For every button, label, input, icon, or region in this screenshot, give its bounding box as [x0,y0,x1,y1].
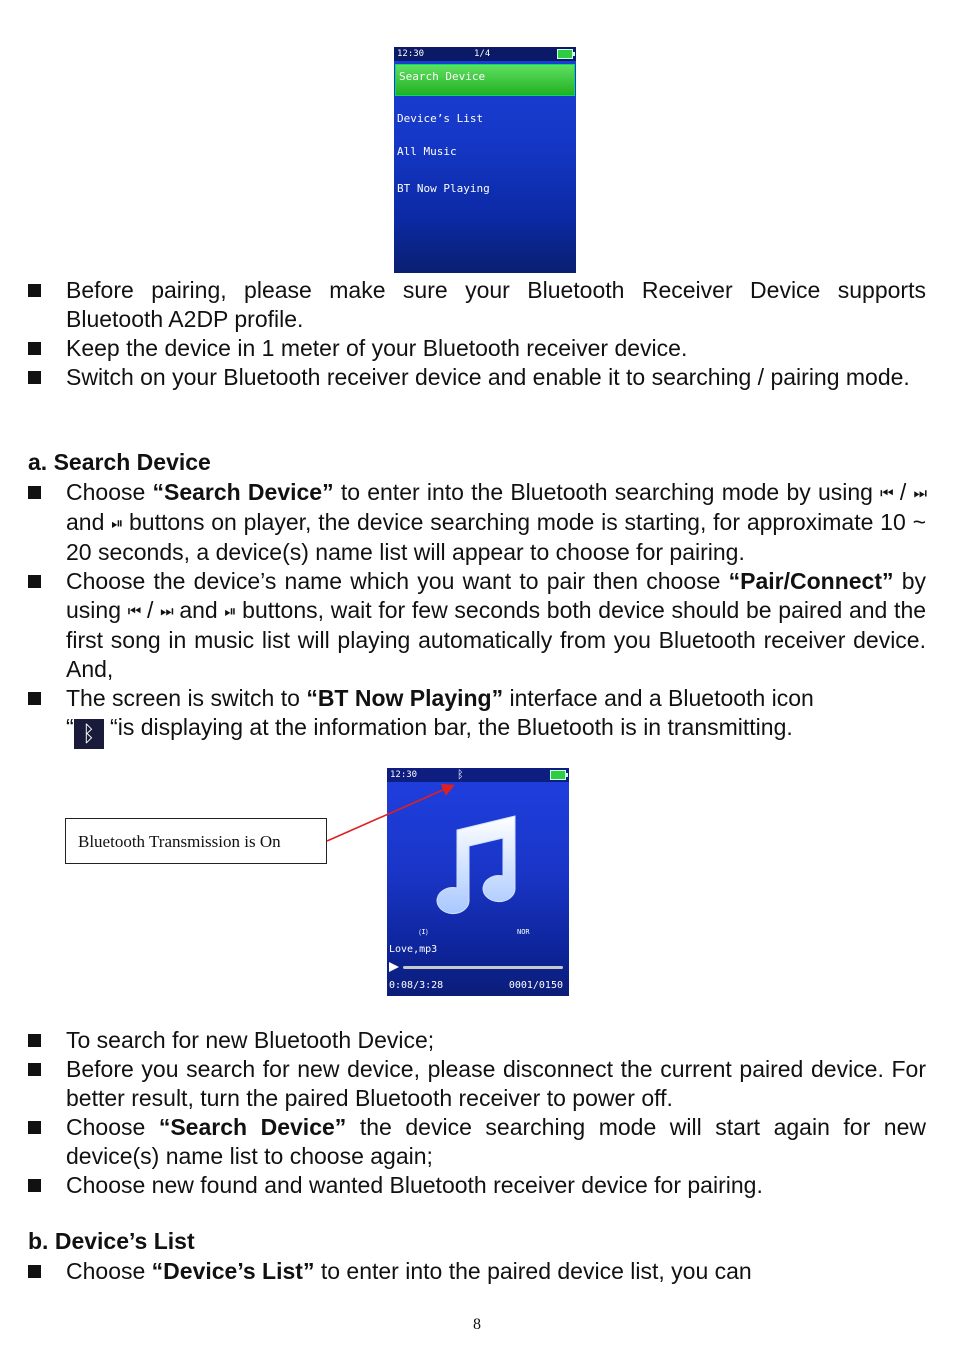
status-time: 12:30 [397,49,425,59]
track-counter: 0001/0150 [508,980,563,991]
menu-item-search-device: Search Device [395,64,575,96]
list-item: Choose new found and wanted Bluetooth receiver device for pairing. [28,1171,926,1200]
bt-now-playing-screenshot [387,768,569,996]
list-item: Before pairing, please make sure your Bluetooth Receiver Device supports Bluetooth A2DP profile. [28,276,926,334]
list-item: Choose “Device’s List” to enter into the paired device list, you can [28,1257,926,1286]
list-item: The screen is switch to “BT Now Playing” interface and a Bluetooth icon “ ᛒ “is displaying at the information bar, the Bluetooth is in transmitting. [28,684,926,749]
menu-item-devices-list: Device’s List [397,112,484,125]
play-pause-icon: ⏯ [111,514,123,532]
list-item: Before you search for new device, please disconnect the current paired device. For better result, turn the paired Bluetooth receiver to power off. [28,1055,926,1113]
bluetooth-icon: ᛒ [457,768,464,781]
list-item: Switch on your Bluetooth receiver device and enable it to searching / pairing mode. [28,363,926,392]
search-device-bullet-list [28,478,926,749]
prev-icon: ⏮ [880,484,893,502]
progress-bar [403,966,563,969]
next-icon: ⏭ [913,484,927,502]
list-item: Choose the device’s name which you want to pair then choose “Pair/Connect” by using ⏮ / ⏭ and ⏯ buttons, wait for few seconds both device should be paired and the first song in music list will playing automatically from you Bluetooth receiver device. And, [28,567,926,684]
elapsed-time: 0:08/3:28 [389,980,444,991]
list-item: Keep the device in 1 meter of your Bluetooth receiver device. [28,334,926,363]
battery-icon [550,770,566,780]
section-heading-search-device: a. Search Device [28,449,211,475]
menu-item-all-music: All Music [397,145,457,158]
song-title: Love,mp3 [389,944,438,955]
status-bar [387,768,569,782]
next-icon: ⏭ [160,602,173,620]
status-page: 1/4 [474,49,491,59]
page-number: 8 [473,1316,481,1333]
status-time: 12:30 [390,770,418,780]
play-pause-icon: ⏯ [224,602,236,620]
list-item: To search for new Bluetooth Device; [28,1026,926,1055]
status-bar [394,47,576,61]
play-icon [389,962,399,972]
prev-icon: ⏮ [127,602,141,620]
music-note-icon [429,808,529,918]
repeat-mode-icon: ⟮I⟯ [419,928,428,936]
intro-bullet-list [28,276,926,392]
devices-list-bullet-list [28,1257,926,1286]
search-new-device-bullet-list [28,1026,926,1200]
battery-icon [557,49,573,59]
callout-box: Bluetooth Transmission is On [65,818,327,864]
bluetooth-icon: ᛒ [74,719,104,749]
list-item: Choose “Search Device” the device searching mode will start again for new device(s) name list to choose again; [28,1113,926,1171]
list-item: Choose “Search Device” to enter into the Bluetooth searching mode by using ⏮ / ⏭ and ⏯ buttons on player, the device searching mode is starting, for approximate 10 ~ 20 seconds, a device(s) name list will appear to choose for pairing. [28,478,926,567]
device-menu-screenshot [394,47,576,273]
eq-mode-label: NOR [517,928,530,936]
section-heading-devices-list: b. Device’s List [28,1228,195,1254]
menu-item-bt-now-playing: BT Now Playing [397,182,490,195]
